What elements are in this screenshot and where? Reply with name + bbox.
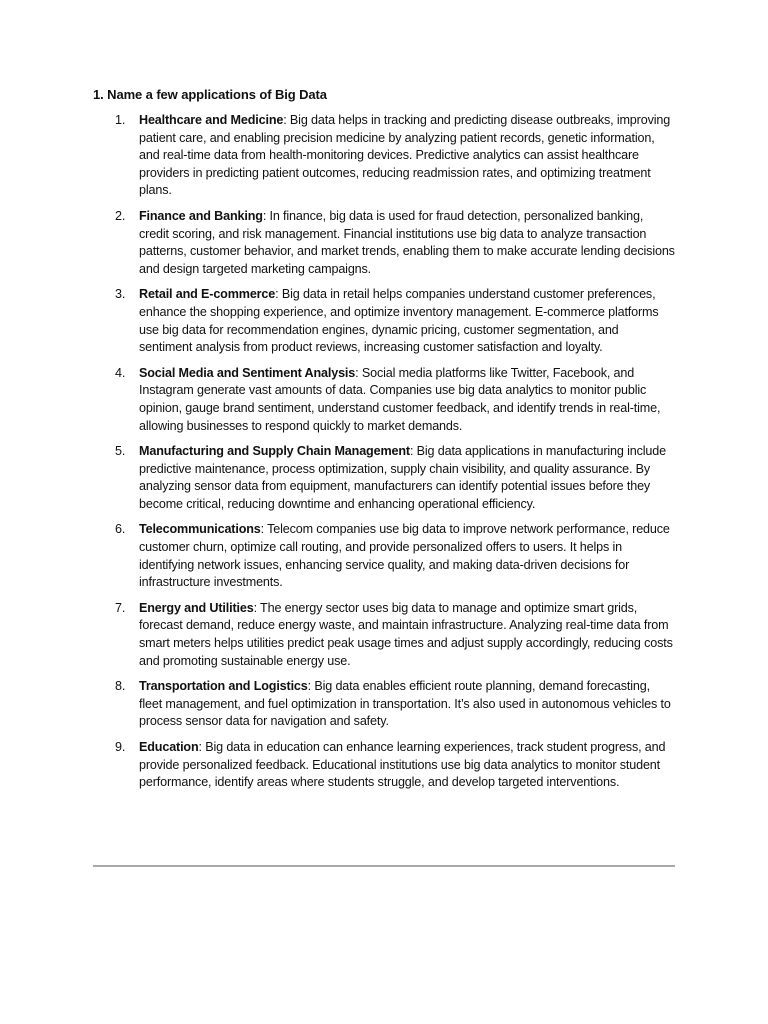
list-item-text: : Social media platforms like Twitter, Facebook, and Instagram generate vast amounts of data. Companies use big data analytics to monitor public opinion, gauge brand sentiment, understand customer feedback, and identify trends in real-time, allowing businesses to respond quickly to market demands.: [139, 365, 661, 433]
list-item-number: 6.: [115, 522, 126, 537]
horizontal-divider: [93, 865, 675, 867]
list-item-title: Social Media and Sentiment Analysis: [139, 365, 356, 380]
list-item-title: Retail and E-commerce: [139, 287, 276, 302]
list-item-text: : In finance, big data is used for fraud detection, personalized banking, credit scoring, and risk management. Financial institutions use big data to analyze transaction patterns, customer behavior, and market trends, enabling them to make accurate lending decisions and design targeted marketing campaigns.: [139, 208, 675, 276]
list-item-number: 3.: [115, 287, 126, 302]
list-item-title: Energy and Utilities: [139, 600, 254, 615]
list-item: [93, 286, 675, 356]
document-body: [93, 86, 675, 800]
list-item-text: : Telecom companies use big data to improve network performance, reduce customer churn, optimize call routing, and provide personalized offers to users. It helps in identifying network issues, enhancing service quality, and making data-driven decisions for infrastructure investments.: [139, 522, 670, 590]
question-heading: 1. Name a few applications of Big Data: [93, 87, 327, 102]
list-item-number: 9.: [115, 740, 126, 754]
list-item-title: Healthcare and Medicine: [139, 113, 284, 127]
list-item: [93, 443, 675, 513]
list-item-title: Manufacturing and Supply Chain Management: [139, 444, 410, 459]
list-item-title: Telecommunications: [139, 522, 261, 537]
list-item-number: 1.: [115, 113, 126, 127]
list-item-text: : Big data enables efficient route planning, demand forecasting, fleet management, and fuel optimization in transportation. It’s also used in autonomous vehicles to process sensor data for navigation and safety.: [139, 679, 671, 729]
list-item-title: Finance and Banking: [139, 208, 263, 223]
list-item: [93, 521, 675, 591]
list-item-number: 2.: [115, 208, 126, 223]
list-item-text: : The energy sector uses big data to manage and optimize smart grids, forecast demand, reduce energy waste, and maintain infrastructure. Analyzing real-time data from smart meters helps utilities predict peak usage times and adjust supply accordingly, reducing costs and promoting sustainable energy use.: [139, 600, 673, 668]
list-item-text: : Big data helps in tracking and predicting disease outbreaks, improving patient care, and enabling precision medicine by analyzing patient records, genetic information, and real-time data from health-monitoring devices. Predictive analytics can assist healthcare providers in predicting patient outcomes, reducing readmission rates, and optimizing treatment plans.: [139, 113, 671, 198]
list-item-number: 7.: [115, 600, 126, 615]
list-item: [93, 600, 675, 670]
list-item-title: Education: [139, 740, 199, 754]
list-item-number: 4.: [115, 365, 126, 380]
list-item: [93, 208, 675, 278]
list-item-text: : Big data in education can enhance learning experiences, track student progress, and provide personalized feedback. Educational institutions use big data analytics to monitor student performance, identify areas where students struggle, and develop targeted interventions.: [139, 740, 666, 790]
list-item-text: : Big data applications in manufacturing include predictive maintenance, process optimization, supply chain visibility, and quality assurance. By analyzing sensor data from equipment, manufacturers can identify potential issues before they become critical, reducing downtime and enhancing operational efficiency.: [139, 444, 666, 511]
applications-list: [93, 112, 675, 792]
list-item-number: 5.: [115, 444, 126, 459]
list-item: [93, 112, 675, 200]
list-item-text: : Big data in retail helps companies understand customer preferences, enhance the shopping experience, and optimize inventory management. E-commerce platforms use big data for recommendation engines, dynamic pricing, customer segmentation, and sentiment analysis from product reviews, increasing customer satisfaction and loyalty.: [139, 287, 659, 355]
list-item: [93, 365, 675, 435]
list-item: [93, 739, 675, 792]
list-item-title: Transportation and Logistics: [139, 679, 308, 694]
list-item-number: 8.: [115, 679, 126, 694]
list-item: [93, 678, 675, 731]
